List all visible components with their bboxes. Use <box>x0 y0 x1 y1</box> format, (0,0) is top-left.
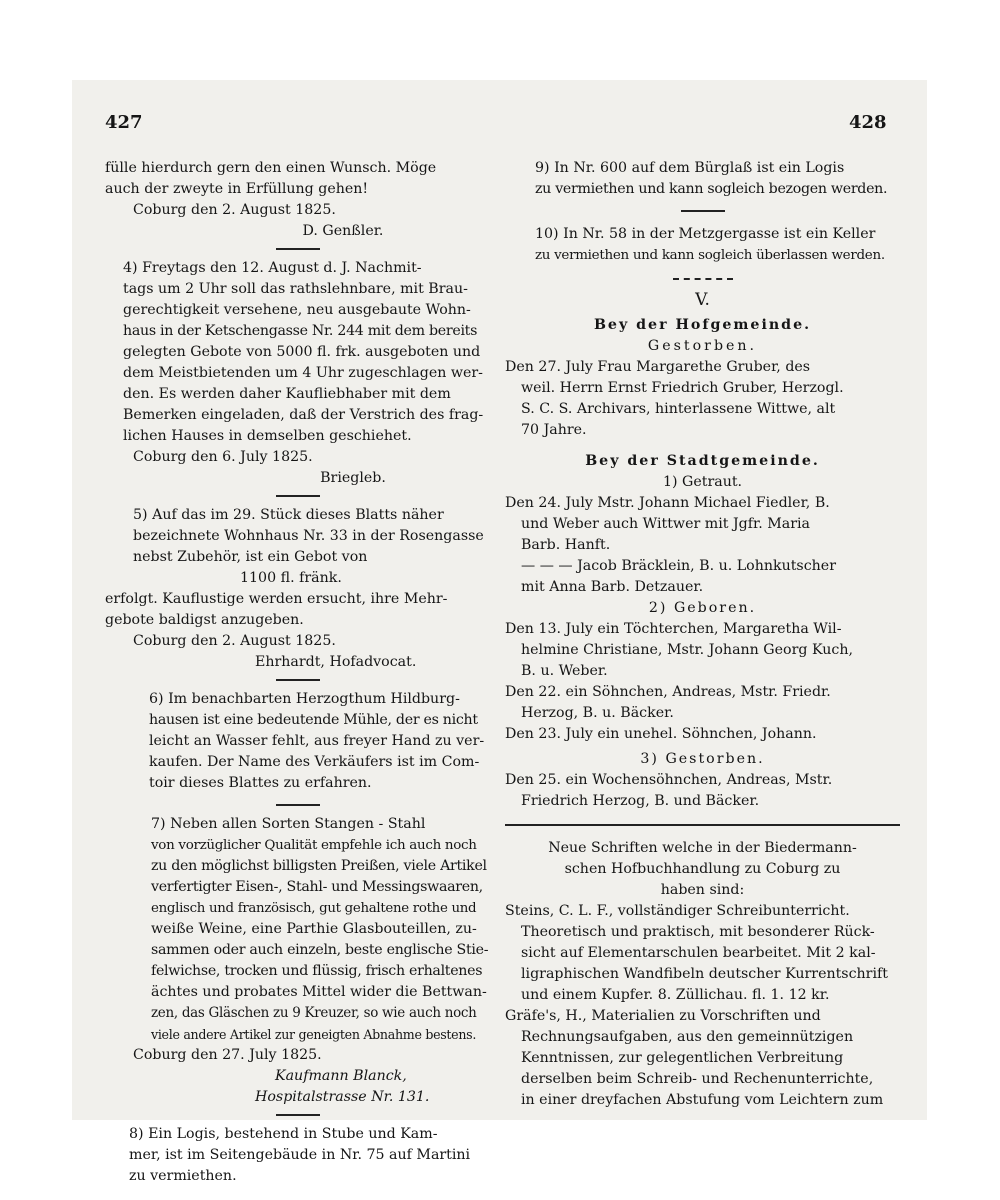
item-7 <box>105 814 491 1045</box>
text-line: sammen oder auch einzeln, beste englische Stie- <box>151 942 489 958</box>
item-9 <box>505 158 900 200</box>
text-line: sicht auf Elementarschulen bearbeitet. Mit 2 kal- <box>521 945 876 961</box>
item-5-signature: Ehrhardt, Hofadvocat. <box>255 654 417 670</box>
item-8 <box>105 1124 491 1187</box>
hofgemeinde-subheading: Gestorben. <box>647 338 758 354</box>
text-line: Gräfe's, H., Materialien zu Vorschriften und <box>505 1008 821 1024</box>
text-line: tags um 2 Uhr soll das rathslehnbare, mit Brau- <box>123 281 468 297</box>
item-7-signature-name: Kaufmann Blanck, <box>275 1068 407 1084</box>
text-line: Den 25. ein Wochensöhnchen, Andreas, Mstr. <box>505 772 833 788</box>
birth-entry <box>505 619 900 682</box>
text-line: erfolgt. Kauflustige werden ersucht, ihre Mehr- <box>105 591 448 607</box>
text-line: Den 23. July ein unehel. Söhnchen, Johann. <box>505 726 817 742</box>
separator <box>681 210 725 212</box>
item-5-continued <box>105 589 491 631</box>
intro-signature: D. Genßler. <box>302 223 384 239</box>
geboren-entries <box>505 619 900 745</box>
text-line: Steins, C. L. F., vollständiger Schreibunterricht. <box>505 903 850 919</box>
left-column <box>105 158 491 1187</box>
text-line: 8) Ein Logis, bestehend in Stube und Kam- <box>129 1126 438 1142</box>
section-numeral: V. <box>695 290 710 310</box>
separator <box>276 679 320 681</box>
text-line: und einem Kupfer. 8. Züllichau. fl. 1. 12 kr. <box>521 987 830 1003</box>
right-column <box>505 158 900 1111</box>
item-10 <box>505 224 900 266</box>
item-4 <box>105 258 491 447</box>
text-line: Herzog, B. u. Bäcker. <box>521 705 674 721</box>
text-line: S. C. S. Archivars, hinterlassene Wittwe, alt <box>521 401 836 417</box>
hofgemeinde-heading: Bey der Hofgemeinde. <box>593 317 812 333</box>
text-line: Friedrich Herzog, B. und Bäcker. <box>521 793 760 809</box>
text-line: weil. Herrn Ernst Friedrich Gruber, Herzogl. <box>521 380 844 396</box>
book-entry-graefe <box>505 1006 900 1111</box>
text-line: zu vermiethen. <box>129 1168 237 1184</box>
separator <box>276 1114 320 1116</box>
text-line: viele andere Artikel zur geneigten Abnahme bestens. <box>151 1027 477 1042</box>
text-line: 7) Neben allen Sorten Stangen - Stahl <box>151 816 426 832</box>
text-line: auch der zweyte in Erfüllung gehen! <box>105 181 369 197</box>
hofgemeinde-entry <box>505 357 900 441</box>
text-line: hausen ist eine bedeutende Mühle, der es nicht <box>149 712 478 728</box>
text-line: in einer dreyfachen Abstufung vom Leichtern zum <box>521 1092 884 1108</box>
text-line: englisch und französisch, gut gehaltene rothe und <box>151 901 477 916</box>
text-line: — — — Jacob Bräcklein, B. u. Lohnkutscher <box>521 558 836 574</box>
text-line: Neue Schriften welche in der Biedermann- <box>548 840 857 856</box>
text-line: kaufen. Der Name des Verkäufers ist im Com- <box>149 754 480 770</box>
text-line: gebote baldigst anzugeben. <box>105 612 304 628</box>
page-number-right: 428 <box>849 112 887 133</box>
text-line: gelegten Gebote von 5000 fl. frk. ausgeboten und <box>123 344 481 360</box>
separator <box>673 278 733 280</box>
text-line: 6) Im benachbarten Herzogthum Hildburg- <box>149 691 460 707</box>
text-line: lichen Hauses in demselben geschiehet. <box>123 428 412 444</box>
text-line: Rechnungsaufgaben, aus den gemeinnützigen <box>521 1029 854 1045</box>
text-line: Den 27. July Frau Margarethe Gruber, des <box>505 359 811 375</box>
text-line: 10) In Nr. 58 in der Metzgergasse ist ein Keller <box>535 226 876 242</box>
text-line: zen, das Gläschen zu 9 Kreuzer, so wie auch noch <box>151 1005 477 1021</box>
text-line: Bemerken eingeladen, daß der Verstrich des frag- <box>123 407 484 423</box>
intro-date: Coburg den 2. August 1825. <box>133 202 336 218</box>
text-line: 9) In Nr. 600 auf dem Bürglaß ist ein Logis <box>535 160 845 176</box>
text-line: ächtes und probates Mittel wider die Bettwan- <box>151 984 487 1000</box>
stadtgemeinde-getraut: 1) Getraut. <box>662 474 743 490</box>
item-6 <box>105 689 491 794</box>
text-line: bezeichnete Wohnhaus Nr. 33 in der Rosengasse <box>133 528 484 544</box>
text-line: mer, ist im Seitengebäude in Nr. 75 auf Martini <box>129 1147 471 1163</box>
separator <box>276 495 320 497</box>
text-line: schen Hofbuchhandlung zu Coburg zu <box>564 861 841 877</box>
text-line: B. u. Weber. <box>521 663 608 679</box>
text-line: ligraphischen Wandfibeln deutscher Kurrentschrift <box>521 966 888 982</box>
text-line: toir dieses Blattes zu erfahren. <box>149 775 372 791</box>
text-line: 5) Auf das im 29. Stück dieses Blatts näher <box>133 507 444 523</box>
text-line: derselben beim Schreib- und Rechenunterrichte, <box>521 1071 874 1087</box>
intro-text <box>105 158 491 200</box>
text-line: gerechtigkeit versehene, neu ausgebaute Wohn- <box>123 302 471 318</box>
text-line: den. Es werden daher Kaufliebhaber mit dem <box>123 386 451 402</box>
text-line: Barb. Hanft. <box>521 537 611 553</box>
separator <box>276 248 320 250</box>
text-line: 4) Freytags den 12. August d. J. Nachmit- <box>123 260 422 276</box>
text-line: haus in der Ketschengasse Nr. 244 mit dem bereits <box>123 323 478 339</box>
text-line: mit Anna Barb. Detzauer. <box>521 579 704 595</box>
horizontal-rule <box>505 824 900 826</box>
stadtgemeinde-gestorben: 3) Gestorben. <box>640 751 765 767</box>
text-line: helmine Christiane, Mstr. Johann Georg Kuch, <box>521 642 853 658</box>
text-line: Den 22. ein Söhnchen, Andreas, Mstr. Friedr. <box>505 684 831 700</box>
text-line: 70 Jahre. <box>521 422 587 438</box>
text-line: felwichse, trocken und flüssig, frisch erhaltenes <box>151 963 483 979</box>
getraut-entry-2 <box>505 556 900 598</box>
birth-entry <box>505 682 900 724</box>
text-line: zu den möglichst billigsten Preißen, viele Artikel <box>151 858 487 874</box>
text-line: leicht an Wasser fehlt, aus freyer Hand zu ver- <box>149 733 485 749</box>
stadtgemeinde-geboren: 2) Geboren. <box>648 600 757 616</box>
text-line: nebst Zubehör, ist ein Gebot von <box>133 549 368 565</box>
text-line: Den 13. July ein Töchterchen, Margaretha Wil- <box>505 621 842 637</box>
item-7-signature-address: Hospitalstrasse Nr. 131. <box>255 1089 430 1105</box>
book-entry-steins <box>505 901 900 1006</box>
birth-entry <box>505 724 900 745</box>
stadtgemeinde-heading: Bey der Stadtgemeinde. <box>585 453 820 469</box>
text-line: Kenntnissen, zur gelegentlichen Verbreitung <box>521 1050 844 1066</box>
text-line: verfertigter Eisen-, Stahl- und Messingswaaren, <box>151 879 483 895</box>
text-line: von vorzüglicher Qualität empfehle ich auch noch <box>151 838 477 853</box>
getraut-entry-1 <box>505 493 900 556</box>
text-line: Theoretisch und praktisch, mit besonderer Rück- <box>521 924 875 940</box>
text-line: und Weber auch Wittwer mit Jgfr. Maria <box>521 516 810 532</box>
item-4-date: Coburg den 6. July 1825. <box>133 449 313 465</box>
text-line: Den 24. July Mstr. Johann Michael Fiedler, B. <box>505 495 830 511</box>
item-5-date: Coburg den 2. August 1825. <box>133 633 336 649</box>
text-line: fülle hierdurch gern den einen Wunsch. Möge <box>105 160 437 176</box>
new-books-heading <box>505 838 900 901</box>
item-5 <box>105 505 491 568</box>
separator <box>276 804 320 806</box>
page-number-left: 427 <box>105 112 143 133</box>
item-4-signature: Briegleb. <box>320 470 386 486</box>
text-line: dem Meistbietenden um 4 Uhr zugeschlagen wer- <box>123 365 483 381</box>
text-line: zu vermiethen und kann sogleich bezogen werden. <box>535 181 888 197</box>
item-7-date: Coburg den 27. July 1825. <box>133 1047 322 1063</box>
text-line: weiße Weine, eine Parthie Glasbouteillen, zu- <box>151 921 477 937</box>
item-5-amount: 1100 fl. fränk. <box>240 570 342 586</box>
text-line: zu vermiethen und kann sogleich überlassen werden. <box>535 248 885 263</box>
gestorben-entry <box>505 770 900 812</box>
text-line: haben sind: <box>660 882 745 898</box>
